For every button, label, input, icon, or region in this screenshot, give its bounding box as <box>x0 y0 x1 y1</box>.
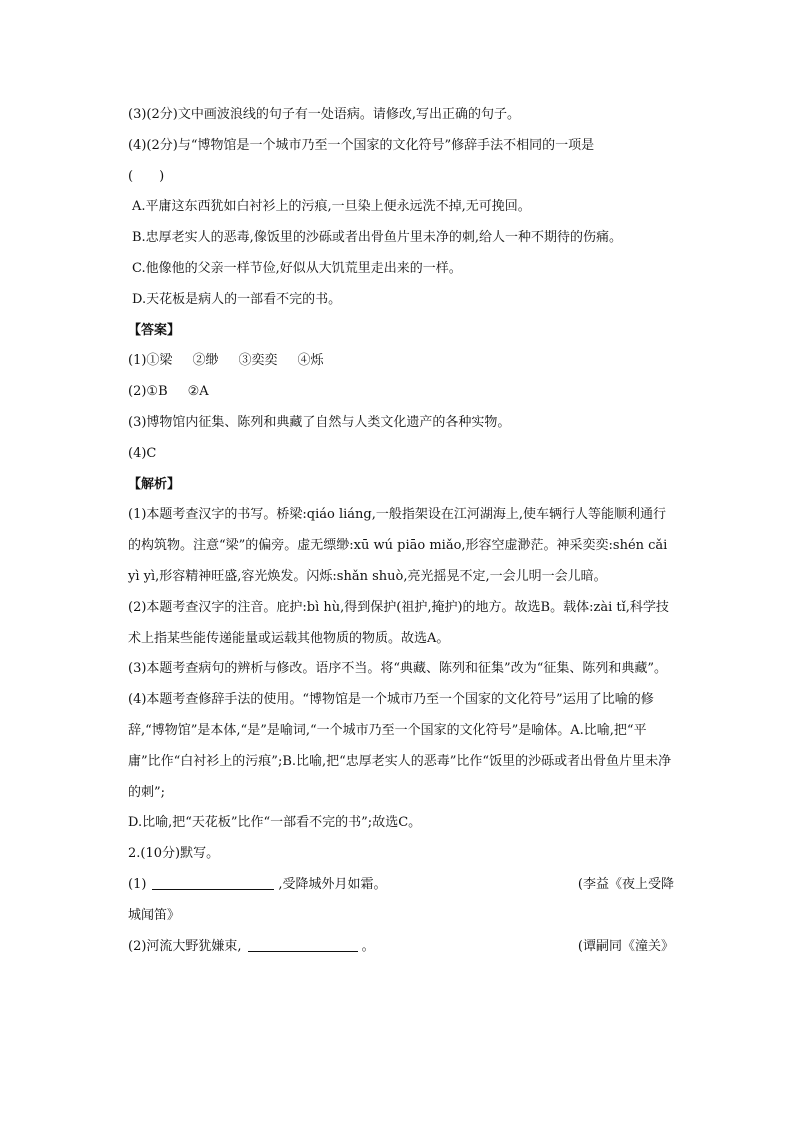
answer-1-item-3: ③奕奕 <box>238 353 278 369</box>
dictation-1-source-cont: 城闻笛》 <box>128 907 181 923</box>
option-d: D.天花板是病人的一部看不完的书。 <box>132 291 342 307</box>
question-4-paren: ( ) <box>128 168 165 184</box>
answer-1 <box>128 346 674 377</box>
answer-1-item-1: ①梁 <box>146 353 173 369</box>
answer-3: (3)博物馆内征集、陈列和典藏了自然与人类文化遗产的各种实物。 <box>128 414 511 430</box>
answer-2-item-1: ①B <box>146 384 168 400</box>
analysis-1: (1)本题考查汉字的书写。桥梁:qiáo liáng,一般指架设在江河湖海上,使车辆行人等能顺利通行的构筑物。注意“梁”的偏旁。虚无缥缈:xū wú piāo miǎo,形容空虚渺茫。神采奕奕:shén cǎi yì yì,形容精神旺盛,容光焕发。闪烁:shǎn shuò,亮光摇晃不定,一会儿明一会儿暗。 <box>128 507 668 584</box>
answer-2-num: (2) <box>128 384 147 400</box>
option-c: C.他像他的父亲一样节俭,好似从大饥荒里走出来的一样。 <box>132 260 462 276</box>
analysis-2: (2)本题考查汉字的注音。庇护:bì hù,得到保护(祖护,掩护)的地方。故选B。载体:zài tǐ,科学技术上指某些能传递能量或运载其他物质的物质。故选A。 <box>128 599 669 646</box>
answer-1-item-4: ④烁 <box>297 353 324 369</box>
dictation-1-num: (1) <box>128 876 147 892</box>
dictation-1-text: ,受降城外月如霜。 <box>278 876 387 892</box>
answer-heading: 【答案】 <box>128 322 181 338</box>
analysis-heading: 【解析】 <box>128 476 181 492</box>
answer-2-item-2: ②A <box>187 384 209 400</box>
question-4: (4)(2分)与“博物馆是一个城市乃至一个国家的文化符号”修辞手法不相同的一项是 <box>128 137 595 153</box>
question-3: (3)(2分)文中画波浪线的句子有一处语病。请修改,写出正确的句子。 <box>128 107 520 122</box>
analysis-5: D.比喻,把“天花板”比作“一部看不完的书”;故选C。 <box>128 815 422 831</box>
question-2-title: 2.(10分)默写。 <box>128 846 220 862</box>
answer-1-item-2: ②缈 <box>192 353 219 369</box>
analysis-3: (3)本题考查病句的辨析与修改。语序不当。将“典藏、陈列和征集”改为“征集、陈列和典藏”。 <box>128 661 667 677</box>
option-a: A.平庸这东西犹如白衬衫上的污痕,一旦染上便永远洗不掉,无可挽回。 <box>132 199 531 215</box>
analysis-4: (4)本题考查修辞手法的使用。“博物馆是一个城市乃至一个国家的文化符号”运用了比喻的修辞,“博物馆”是本体,“是”是喻词,“一个城市乃至一个国家的文化符号”是喻体。A.比喻,把“平庸”比作“白衬衫上的污痕”;B.比喻,把“忠厚老实人的恶毒”比作“饭里的沙砾或者出骨鱼片里未净的刺”; <box>128 692 672 800</box>
dictation-2-text: (2)河流大野犹嫌束, <box>128 938 242 954</box>
dictation-2-source: (谭嗣同《潼关》 <box>577 938 674 954</box>
dictation-2-end: 。 <box>361 938 375 954</box>
dictation-1-blank[interactable] <box>152 875 274 890</box>
answer-1-num: (1) <box>128 353 147 369</box>
dictation-1 <box>128 870 674 901</box>
dictation-1-source: (李益《夜上受降 <box>577 876 674 892</box>
answer-4: (4)C <box>128 445 157 461</box>
option-b: B.忠厚老实人的恶毒,像饭里的沙砾或者出骨鱼片里未净的刺,给人一种不期待的伤痛。 <box>132 230 622 246</box>
dictation-2-blank[interactable] <box>248 937 358 952</box>
answer-2 <box>128 377 674 408</box>
dictation-2 <box>128 932 674 963</box>
